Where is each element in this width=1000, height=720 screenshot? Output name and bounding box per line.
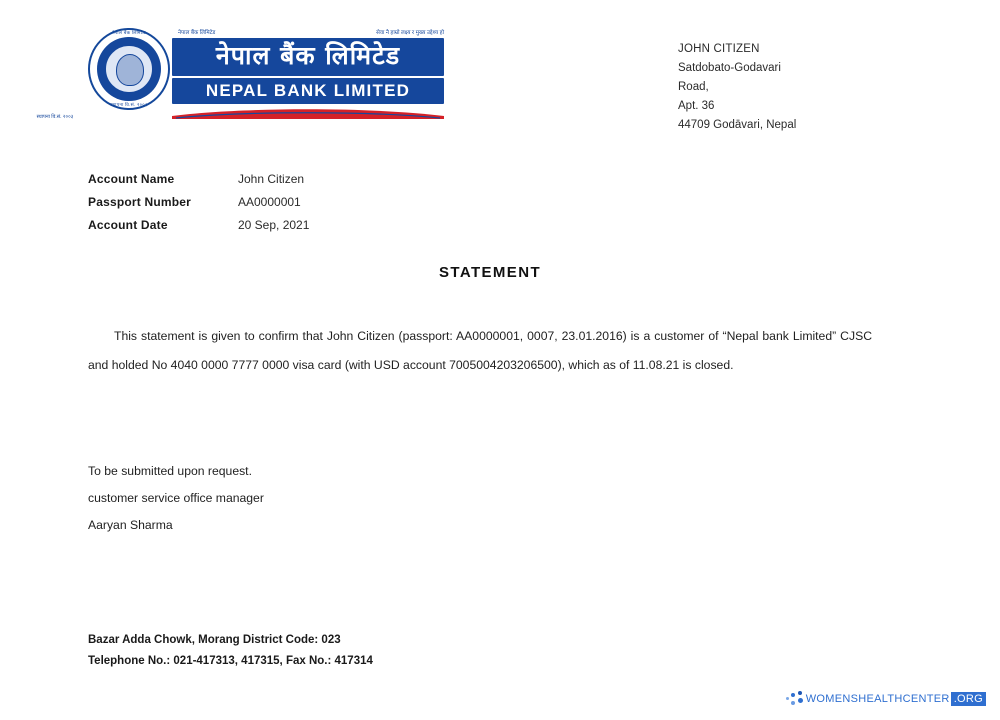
account-info-row [88, 195, 508, 209]
passport-number-label: Passport Number [88, 195, 192, 209]
account-name-value: John Citizen [238, 172, 305, 186]
logo-swoosh-icon [172, 106, 444, 116]
emblem-core-circle [105, 45, 153, 93]
recipient-address [678, 40, 958, 135]
footer-contact-block [88, 630, 688, 672]
statement-body-paragraph: This statement is given to confirm that John Citizen (passport: AA0000001, 0007, 23.01.2016) is a customer of “Nepal bank Limited” CJSC and holded No 4040 0000 7777 0000 visa card (with USD account 7005004203206500), which as of 11.08.21 is closed. [88, 329, 872, 372]
logo-foot-text: स्थापना वि.सं. २००३ [36, 114, 74, 120]
logo-tagline-right: सेवा नै हाम्रो लक्ष्य र मुख्य उद्देश्य हो [376, 30, 444, 36]
recipient-line-4: 44709 Godāvari, Nepal [678, 119, 797, 131]
emblem-top-text: नेपाल बैंक लिमिटेड [112, 30, 146, 35]
closing-line-2: customer service office manager [88, 491, 264, 505]
bank-name-english: NEPAL BANK LIMITED [205, 81, 411, 100]
logo-bar-devanagari [172, 38, 444, 76]
bank-name-devanagari: नेपाल बैंक लिमिटेड [215, 41, 401, 70]
account-date-value: 20 Sep, 2021 [238, 218, 310, 232]
footer-address: Bazar Adda Chowk, Morang District Code: 023 [88, 634, 341, 646]
recipient-line-2: Road, [678, 81, 709, 93]
watermark-dots-icon [786, 691, 802, 707]
account-info-row [88, 218, 508, 232]
account-name-label: Account Name [88, 172, 175, 186]
account-info-row [88, 172, 508, 186]
logo-tagline [178, 28, 444, 36]
account-date-label: Account Date [88, 218, 168, 232]
recipient-line-1: Satdobato-Godavari [678, 62, 781, 74]
document-title: STATEMENT [438, 264, 542, 281]
watermark-suffix: .ORG [951, 692, 986, 706]
recipient-name: JOHN CITIZEN [678, 43, 760, 55]
passport-number-value: AA0000001 [238, 195, 301, 209]
signatory-name: Aaryan Sharma [88, 518, 173, 532]
account-info-block [88, 172, 508, 241]
footer-telephone: Telephone No.: 021-417313, 417315, Fax No.: 417314 [88, 655, 373, 667]
bank-letterhead-logo [36, 28, 448, 120]
closing-block [88, 458, 588, 539]
watermark [786, 688, 986, 710]
emblem-bottom-text: स्थापना वि.सं. २००३ [110, 102, 148, 107]
watermark-text: WOMENSHEALTHCENTER [805, 693, 950, 705]
logo-wordmark [172, 28, 444, 120]
bank-emblem-icon [88, 28, 170, 110]
logo-bar-english [172, 78, 444, 104]
closing-line-1: To be submitted upon request. [88, 464, 252, 478]
logo-tagline-left: नेपाल बैंक लिमिटेड [178, 30, 216, 36]
recipient-line-3: Apt. 36 [678, 100, 715, 112]
